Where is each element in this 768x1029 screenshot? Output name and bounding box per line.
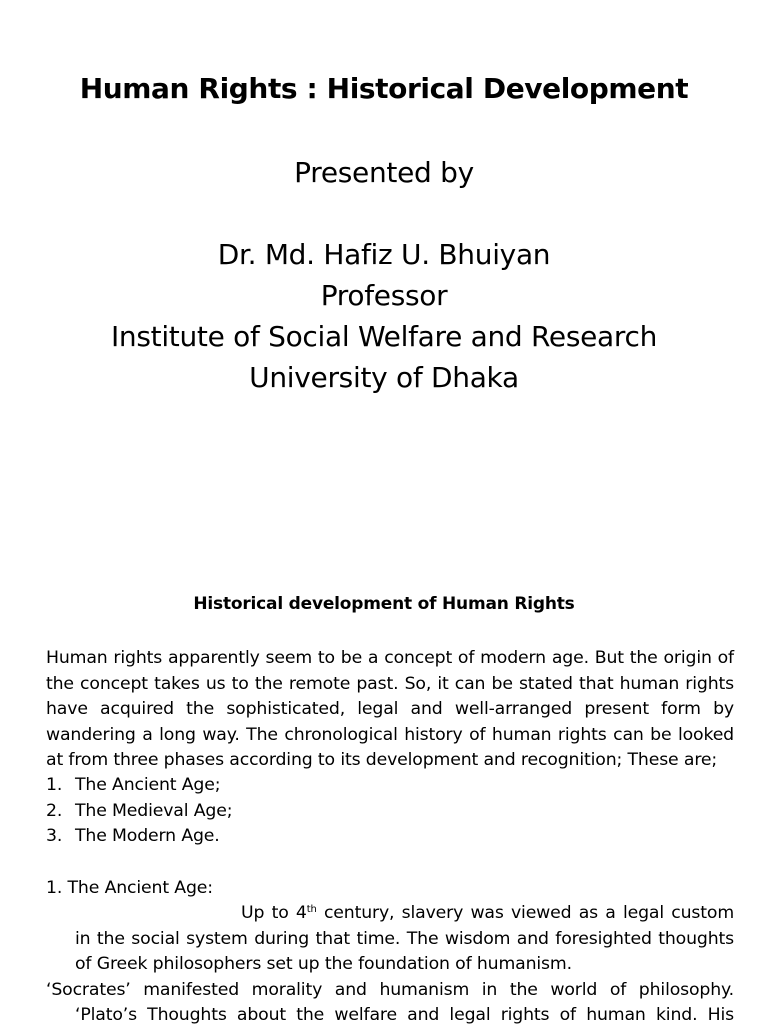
list-item: [46, 824, 734, 850]
author-university: University of Dhaka: [249, 361, 519, 394]
list-item: [46, 799, 734, 825]
list-item-label: The Ancient Age;: [75, 775, 221, 795]
ancient-paragraph-2: ‘Socrates’ manifested morality and humanism in the world of philosophy.: [46, 979, 734, 1000]
ancient-age-body: [46, 901, 734, 1029]
list-item-label: The Medieval Age;: [75, 800, 233, 821]
list-item-number: 1.: [46, 775, 63, 795]
presented-by-label: Presented by: [294, 156, 474, 189]
author-block: [0, 234, 768, 398]
ancient-paragraph-1: [46, 901, 734, 978]
ordinal-suffix: th: [306, 904, 317, 915]
list-item: [46, 773, 734, 799]
ancient-paragraph-3: ‘Plato’s Thoughts about the welfare and legal rights of human kind. His: [75, 1005, 734, 1025]
list-item-label: The Modern Age.: [75, 826, 220, 846]
document-title: Human Rights : Historical Development: [79, 72, 689, 105]
phases-list: [46, 773, 734, 850]
section-heading: Historical development of Human Rights: [193, 594, 575, 614]
ancient-age-title: 1. The Ancient Age:: [46, 878, 213, 898]
ancient-paragraph-1-rest: century, slavery was viewed as a legal custom in the social system during that time. The wisdom and foresighted thoughts of Greek philosophers set up the foundation of humanism.: [75, 903, 735, 974]
list-item-number: 3.: [46, 826, 63, 846]
author-name: Dr. Md. Hafiz U. Bhuiyan: [217, 238, 551, 271]
author-institute: Institute of Social Welfare and Research: [110, 320, 658, 353]
century-number: Up to 4: [241, 903, 307, 923]
intro-paragraph: Human rights apparently seem to be a concept of modern age. But the origin of the concept takes us to the remote past. So, it can be stated that human rights have acquired the sophisticated, legal and well-arranged present form by wandering a long way. The chronological history of human rights can be looked at from three phases according to its development and recognition; These are;: [46, 648, 734, 770]
author-position: Professor: [320, 279, 448, 312]
list-item-number: 2.: [46, 800, 63, 821]
